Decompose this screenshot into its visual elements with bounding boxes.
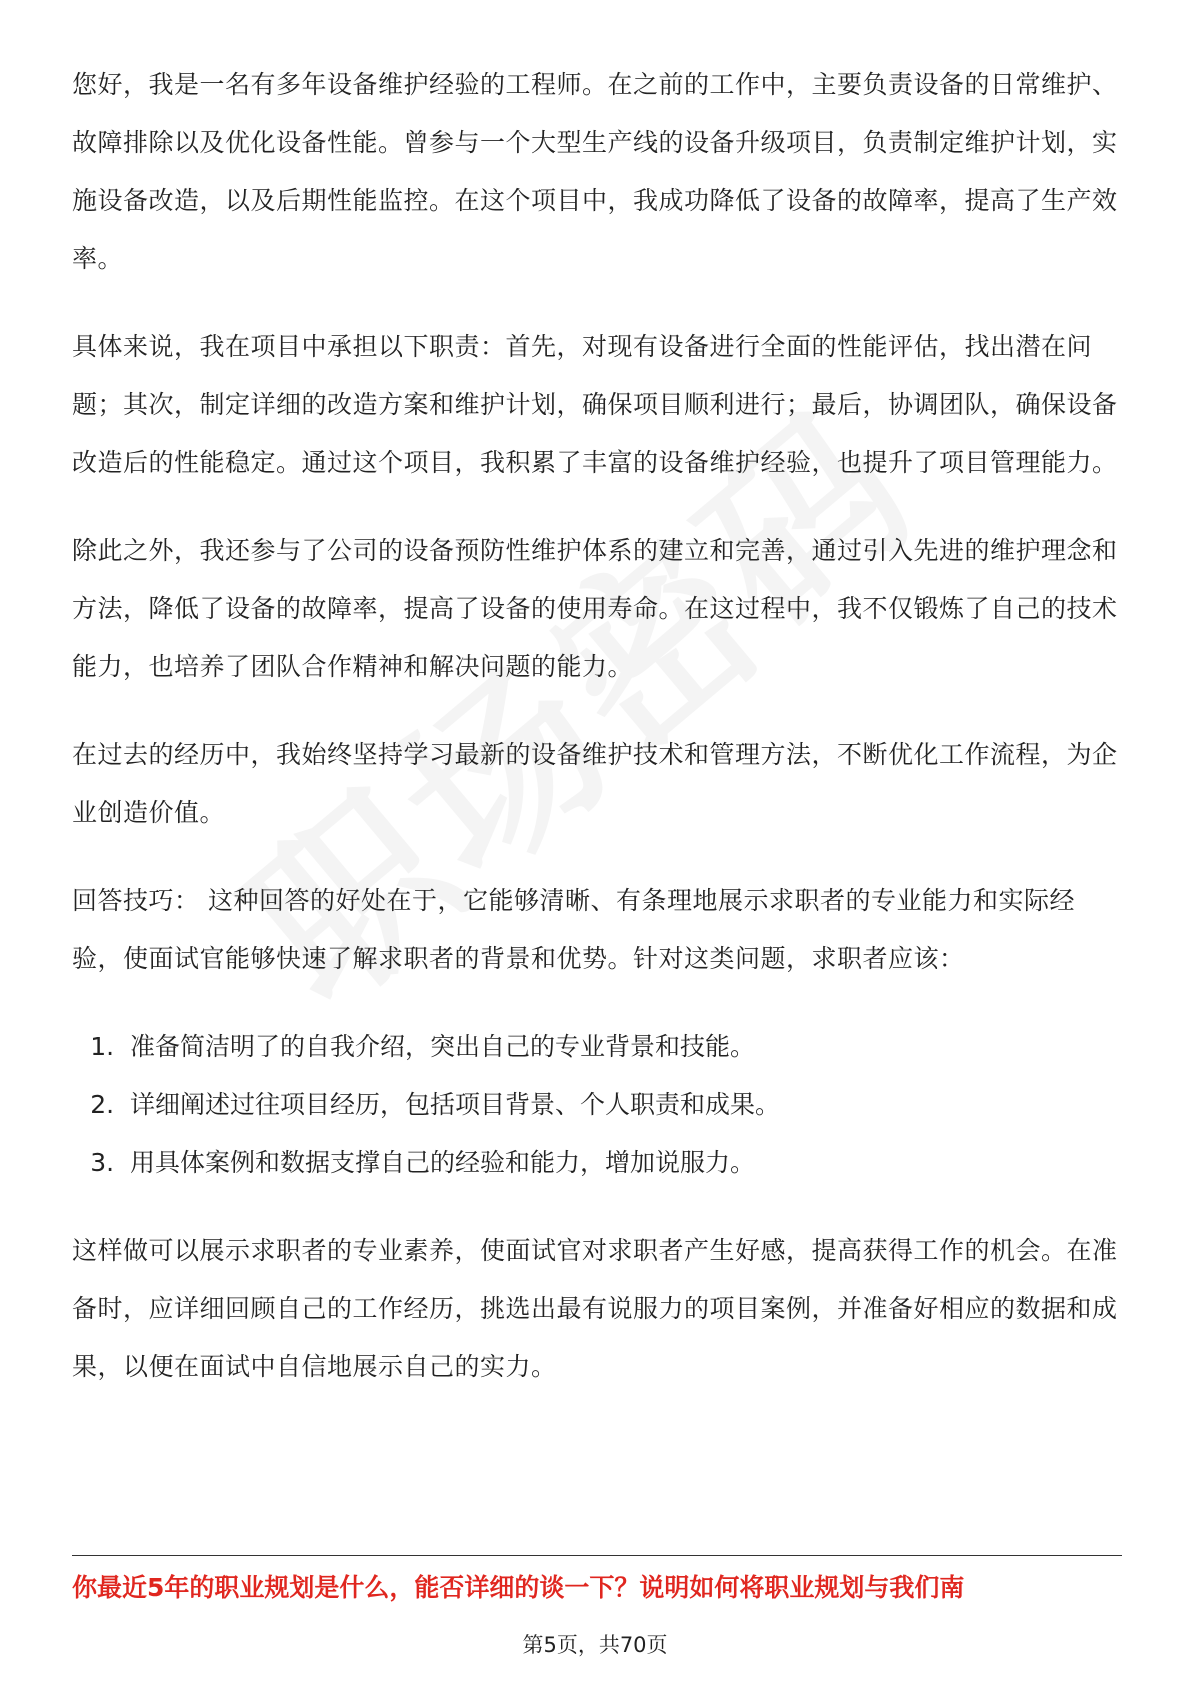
answer-paragraph-3: 除此之外，我还参与了公司的设备预防性维护体系的建立和完善，通过引入先进的维护理念和方法，降低了设备的故障率，提高了设备的使用寿命。在这过程中，我不仅锻炼了自己的技术能力，也培养了团队合作精神和解决问题的能力。 [72,536,1118,681]
list-item: 2. 详细阐述过往项目经历，包括项目背景、个人职责和成果。 [122,1076,1122,1134]
list-item: 3. 用具体案例和数据支撑自己的经验和能力，增加说服力。 [122,1134,1122,1192]
answer-paragraph-4: 在过去的经历中，我始终坚持学习最新的设备维护技术和管理方法，不断优化工作流程，为企业创造价值。 [72,740,1118,827]
answer-paragraph-1: 您好，我是一名有多年设备维护经验的工程师。在之前的工作中，主要负责设备的日常维护、故障排除以及优化设备性能。曾参与一个大型生产线的设备升级项目，负责制定维护计划，实施设备改造，以及后期性能监控。在这个项目中，我成功降低了设备的故障率，提高了生产效率。 [72,70,1118,273]
answer-paragraph-2: 具体来说，我在项目中承担以下职责：首先，对现有设备进行全面的性能评估，找出潜在问题；其次，制定详细的改造方案和维护计划，确保项目顺利进行；最后，协调团队，确保设备改造后的性能稳定。通过这个项目，我积累了丰富的设备维护经验，也提升了项目管理能力。 [72,332,1118,477]
answer-body [72,56,1122,1426]
page-number: 第5页，共70页 [522,1633,668,1657]
list-item: 1. 准备简洁明了的自我介绍，突出自己的专业背景和技能。 [122,1018,1122,1076]
tips-intro-paragraph: 回答技巧： 这种回答的好处在于，它能够清晰、有条理地展示求职者的专业能力和实际经验，使面试官能够快速了解求职者的背景和优势。针对这类问题，求职者应该： [72,886,1075,973]
section-divider [72,1555,1122,1556]
next-question-heading: 你最近5年的职业规划是什么，能否详细的谈一下？说明如何将职业规划与我们南 [72,1573,965,1602]
closing-paragraph: 这样做可以展示求职者的专业素养，使面试官对求职者产生好感，提高获得工作的机会。在准备时，应详细回顾自己的工作经历，挑选出最有说服力的项目案例，并准备好相应的数据和成果，以便在面试中自信地展示自己的实力。 [72,1236,1118,1381]
tips-list [72,1018,1122,1192]
